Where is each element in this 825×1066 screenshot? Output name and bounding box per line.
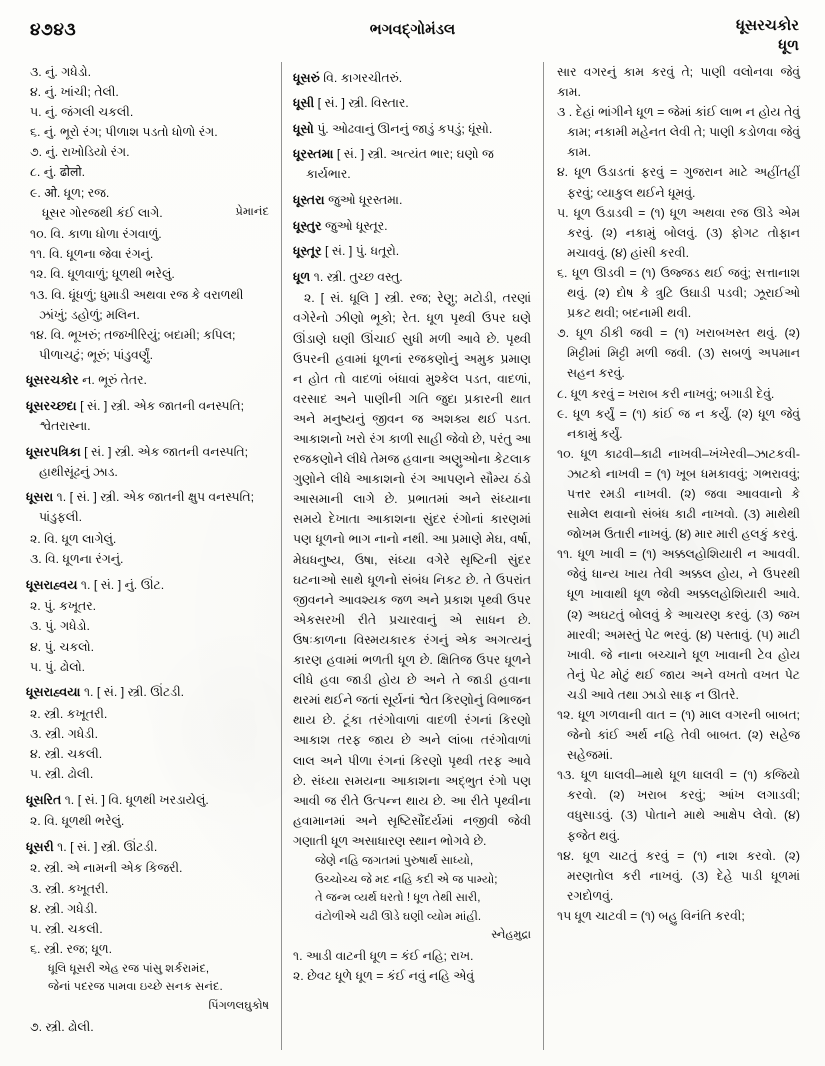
entry-sense: ૧૦. વિ. કાળા ધોળા રંગવાળું. xyxy=(30,227,162,242)
entry-headword: ધૂસરું xyxy=(293,70,320,85)
entry-definition: [ સં. ] સ્ત્રી. એક જાતની વનસ્પતિ; હાથીસૂંઢનું ઝાડ. xyxy=(39,444,249,479)
entry-sense: ૪. સ્ત્રી. ગધેડી. xyxy=(30,901,98,916)
dictionary-entry xyxy=(293,190,531,210)
quotation-block xyxy=(26,203,269,223)
entry-sense: ૫. નું. જંગલી ચકલી. xyxy=(30,105,134,120)
entry-sense: ૧૧. વિ. ધૂળના જેવા રંગનું. xyxy=(30,247,154,262)
dictionary-entry xyxy=(293,68,531,88)
dictionary-entry xyxy=(293,93,531,113)
idiom-entry: ૧૨. ધૂળ ગળવાની વાત = (૧) માલ વગરની બાબત; જેનો કાંઈ અર્થ નહિ તેવી બાબત. (૨) સહેજ સહેજમાં. xyxy=(557,708,800,763)
dictionary-entry xyxy=(293,216,531,236)
entry-sense: ૧૪. વિ. ભૂખરું; તજખીરિયું; બદામી; કપિલ; પીળાચટું; ભૂરું; પાંડુવર્ણું. xyxy=(30,327,236,362)
dictionary-entry xyxy=(26,790,269,810)
verse-line: જેણે નહિ જગતમાં પુરુષાર્થ સાધ્યો, xyxy=(315,853,474,867)
entry-headword: ધૂળ xyxy=(293,269,311,284)
entry-sense: ૪. સ્ત્રી. ચકલી. xyxy=(30,747,103,761)
dictionary-entry xyxy=(26,575,269,595)
entry-headword: ધૂસી xyxy=(293,96,315,111)
dictionary-entry xyxy=(26,487,269,527)
idiom-entry: ૧૩. ધૂળ ધાલવી–માથે ધૂળ ધાલવી = (૧) કજિયો કરવો. (૨) ખરાબ કરવું; આંખ લગાડવી; વધુસાડવું. (૩) પોતાને માથે આક્ષેપ લેવો. (૪) ફજેત થવું. xyxy=(557,768,800,843)
entry-definition: ૧. [ સં. ] સ્ત્રી. ઊંટડી. xyxy=(80,685,185,700)
entry-sense: ૬. નું. ભૂરો રંગ; પીળાશ પડતો ધોળો રંગ. xyxy=(30,125,218,140)
quotation-citation: પ્રેમાનંદ xyxy=(235,204,269,218)
column-3 xyxy=(557,62,800,926)
book-title: ભગવદ્ગોમંડલ xyxy=(369,21,456,38)
idiom-entry: ૧૫ ધૂળ ચાટવી = (૧) બહુ વિનંતિ કરવી; xyxy=(557,908,745,923)
entry-sense: ૩. વિ. ધૂળના રંગનું. xyxy=(30,552,124,567)
dictionary-entry xyxy=(293,241,531,261)
dictionary-entry xyxy=(26,396,269,436)
entry-sense: ૩. સ્ત્રી. ગધેડી. xyxy=(30,726,99,741)
verse-line: તે જન્મ વ્યર્થ ધરતો ! ધૂળ તેથી સારી, xyxy=(315,891,481,905)
entry-headword: ધૂસ્તરા xyxy=(293,192,325,207)
dictionary-entry xyxy=(293,144,531,184)
entry-sense: ૮. નું. ढोलो. xyxy=(30,165,86,180)
entry-headword: ધૂસરપત્રિકા xyxy=(26,444,81,459)
entry-sense: ૩. સ્ત્રી. કખૂતરી. xyxy=(30,881,109,896)
entry-definition: જુઓ ધૂસ્તૂર. xyxy=(321,218,388,233)
dictionary-entry xyxy=(26,442,269,482)
continued-definition: સાર વગરનું કામ કરવું તે; પાણી વલોનવા જેવું કામ. xyxy=(557,65,800,100)
entry-definition: ૧. [ સં. ] સ્ત્રી. ઊંટડી. xyxy=(53,839,158,854)
column-1 xyxy=(26,62,269,1037)
entry-headword: ધૂસ્તુર xyxy=(293,218,322,233)
entry-headword: ધૂસરાહ્વયા xyxy=(26,685,81,700)
idiom-entry: ૧. આડી વાટની ધૂળ = કંઈ નહિ; રાખ. xyxy=(293,949,474,964)
idiom-entry: ૧૪. ધૂળ ચાટતું કરવું = (૧) નાશ કરવો. (૨) મરણતોલ કરી નાખવું. (૩) દેહે પાડી ધૂળમાં રગદોળવું. xyxy=(557,848,800,903)
dictionary-entry xyxy=(26,837,269,857)
dictionary-entry xyxy=(293,267,531,287)
quotation-text: ધૂસર ગોરજથી કંઈ લાગે. xyxy=(42,205,163,220)
entry-sense: ૬. સ્ત્રી. રજ; ધૂળ. xyxy=(30,941,113,956)
entry-definition: ન. ભૂરું તેતર. xyxy=(78,373,147,388)
idiom-entry: ૭. ધૂળ ઠીકી જવી = (૧) ખરાબખસ્ત થવું. (૨) મિટ્ટીમાં મિટ્ટી મળી જવી. (૩) સબળું અપમાન સહન કરવું. xyxy=(557,326,800,381)
entry-headword: ધૂસરચ્છદા xyxy=(26,399,77,413)
entry-headword: ધૂસો xyxy=(293,121,314,136)
running-headword-line1: ધૂસરચકોર xyxy=(735,17,799,34)
idiom-entry: ૧૧. ધૂળ ખાવી = (૧) અક્કલહોશિયારી ન આવવી. જેવું ધાન્ય ખાય તેવી અક્કલ હોય, ને ઉપરથી ધૂળ ખાવાથી ધૂળ જેવી અક્કલહોશિયારી આવે. (૨) અઘટતું બોલવું કે આચરણ કરવું. (૩) જખ મારવી; અમસ્તું પેટ ભરવું. (૪) પસ્તાવું. (૫) માટી ખાવી. જે નાના બચ્ચાને ધૂળ ખાવાની ટેવ હોય તેનું પેટ મોટું થઈ જાય અને વખતો વખત પેટ ચડી આવે તથા ઝાડો સાફ ન ઊતરે. xyxy=(557,547,800,702)
idiom-entry: ૩ . દેહાં ભાંગીને ધૂળ = જેમાં કાંઈ લાભ ન હોય તેવું કામ; નકામી મહેનત લેવી તે; પાણી કડોળવા જેવું કામ. xyxy=(557,105,800,160)
entry-sense: ૫. સ્ત્રી. ઢોલી. xyxy=(30,767,94,782)
entry-definition: [ સં. ] પું. ધતૂરો. xyxy=(321,244,400,259)
entry-definition: ૧. [ સં. ] નું. ઊંટ. xyxy=(77,577,165,592)
entry-sense: ૨. સ્ત્રી. કખૂતરી. xyxy=(30,706,108,721)
entry-sense: ૫. પું. ઢોલો. xyxy=(30,659,86,674)
entry-definition: ૧. [ સં. ] વિ. ધૂળથી ખરડાયેલું. xyxy=(61,792,209,807)
verse-citation: પિંગળલઘુકોષ xyxy=(208,1000,269,1013)
idiom-entry: ૨. છેવટ ધૂળે ધૂળ = કંઈ નવું નહિ એવું xyxy=(293,969,475,984)
column-divider-1 xyxy=(281,62,282,1050)
entry-sense: ૩. પું. ગધેડો. xyxy=(30,619,90,634)
entry-definition: ૧. [ સં. ] સ્ત્રી. એક જાતની ક્ષુપ વનસ્પતિ; પાંડુફલી. xyxy=(39,490,255,525)
verse-line: ઉચ્ચોચ્ચ જે મદ નહિ કદી એ જ પામ્યો; xyxy=(315,872,498,886)
entry-definition: [ સં. ] સ્ત્રી. અત્યંત ભાર; ઘણો જ કાર્યભાર. xyxy=(306,147,494,182)
verse-citation: સ્નેહમુદ્રા xyxy=(491,929,531,942)
column-divider-2 xyxy=(543,62,544,1050)
entry-sense: ૭. નું. રાખોડિયો રંગ. xyxy=(30,145,130,160)
entry-definition: પું. ઓઢવાનું ઊનનું જાડું કપડું; ધૂંસો. xyxy=(313,121,493,136)
dictionary-entry xyxy=(26,370,269,390)
entry-sense: ૭. સ્ત્રી. ઢોલી. xyxy=(30,1020,94,1034)
verse-line: જેનાં પદરજ પામવા ઇચ્છે સનક સનંદ. xyxy=(48,980,223,994)
entry-sense: ૫. સ્ત્રી. ચકલી. xyxy=(30,921,103,936)
column-2 xyxy=(293,62,531,986)
entry-sense: ૪. નું. ખાંચી; તેલી. xyxy=(30,85,119,100)
entry-definition: [ સં. ] સ્ત્રી. વિસ્તાર. xyxy=(314,96,409,111)
entry-definition: જુઓ ધૂરસ્તમા. xyxy=(324,192,403,207)
idiom-entry: ૯. ધૂળ કર્યું = (૧) કાંઈ જ ન કર્યું. (૨) ધૂળ જેવું નકામું કર્યું. xyxy=(557,406,800,441)
entry-sense: ૩. નું. ગધેડો. xyxy=(30,65,92,79)
entry-headword: ધૂસરી xyxy=(26,839,54,854)
verse-line: વંટોળીએ ચઢી ઊડે ઘણી વ્યોમ માંહી. xyxy=(315,909,482,923)
entry-headword: ધૂસરચકોર xyxy=(26,373,79,388)
entry-sense: ૨. વિ. ધૂળથી ભરેલું. xyxy=(30,814,125,829)
idiom-entry: ૫. ધૂળ ઉડાડવી = (૧) ધૂળ અથવા રજ ઊડે એમ કરવું. (૨) નકામું બોલવું. (૩) ફોગટ તોફાન મચાવવું. (૪) હાંસી કરવી. xyxy=(557,205,800,260)
entry-sense: ૨. સ્ત્રી. એ નામની એક કિજરી. xyxy=(30,861,183,876)
entry-definition: વિ. કાગરચીતરું. xyxy=(319,70,403,85)
idiom-entry: ૧૦. ધૂળ કાઢવી–કાઢી નાખવી–ખંખેરવી–ઝાટકવી-ઝાટકો નાખવી = (૧) ખૂબ ધમકાવવું; ગભરાવવું; પત્તર રમડી નાખવી. (૨) જવા આવવાનો કે સામેલ થવાનો સંબંધ કાઢી નાખવો. (૩) માથેથી જોખમ ઉતારી નાખવું. (૪) માર મારી હલકું કરવું. xyxy=(557,446,800,542)
entry-sense: ૯. ओ. ધૂળ; રજ. xyxy=(30,185,110,200)
page-header xyxy=(0,16,825,64)
entry-definition: ૧. સ્ત્રી. તુચ્છ વસ્તુ. xyxy=(310,269,403,284)
running-headword-line2: ધૂળ xyxy=(778,36,799,54)
verse-line: ધૂલિ ધૂસરી એહ રજ પાંસુ શર્કરામંદ, xyxy=(48,961,210,975)
entry-sense: ૧૩. વિ. ધૂંધળું; ધુમાડી અથવા રજ કે વરાળથી ઝાંખું; ડહોળું; મલિન. xyxy=(30,287,244,322)
entry-headword: ધૂસરિત xyxy=(26,792,62,807)
entry-headword: ધૂસરાહ્વય xyxy=(26,577,78,592)
entry-sense: ૪. પું. ચકલો. xyxy=(30,639,95,654)
idiom-entry: ૬. ધૂળ ઊડવી = (૧) ઉજ્જડ થઈ જવું; સત્તાનાશ થવું. (૨) દોષ કે ત્રુટિ ઉઘાડી પડવી; ઝૂરાઈઓ પ્રકટ થવી; બદનામી થવી. xyxy=(557,265,800,321)
verse-quotation xyxy=(293,852,531,945)
verse-quotation xyxy=(26,960,269,1016)
entry-headword: ધૂસરા xyxy=(26,490,54,505)
entry-sense: ૨. પું. કખૂતર. xyxy=(30,599,97,614)
entry-sense: ૨. વિ. ધૂળ લાગેલું. xyxy=(30,532,117,547)
dictionary-entry xyxy=(293,119,531,139)
entry-prose-definition: ૨. [ સં. ધૂલિ ] સ્ત્રી. રજ; રેણુ; મટોડી, તરણાં વગેરેનો ઝીણો ભૂકો; રેત. ધૂળ પૃથ્વી ઉપર ઘણે ઊંડાણે ઘણી ઊંચાઈ સુધી મળી આવે છે. પૃથ્વી ઉપરની હવામાં ધૂળનાં રજકણોનું અમુક પ્રમાણ ન હોત તો વાદળાં બંધાવાં મુશ્કેલ પડત, વાદળાં, વરસાદ અને પાણીની ગતિ જુદા પ્રકારની થાત અને મનુષ્યનું જીવન જ અશક્ય થઈ પડત. આકાશનો ખરો રંગ કાળી સાહી જેવો છે, પરંતુ આ રજકણોને લીધે તેમજ હવાના અણુઓના કેટલાક ગુણોને લીધે આકાશનો રંગ આપણને સૌમ્ય ઠંડો આસમાની લાગે છે. પ્રભાતમાં અને સંધ્યાના સમયે દેખાતા આકાશના સુંદર રંગોનાં કારણમાં પણ ધૂળનો ભાગ નાનો નથી. આ પ્રમાણે મેઘ, વર્ષા, મેઘધનુષ્ય, ઉષા, સંધ્યા વગેરે સૃષ્ટિની સુંદર ઘટનાઓ સાથે ધૂળનો સંબંધ નિકટ છે. તે ઉપરાંત જીવનને આવશ્યક જળ અને પ્રકાશ પૃથ્વી ઉપર એકસરખી રીતે પ્રચારવાનું એ સાધન છે. ઉષઃકાળના વિસ્મયકારક રંગનું એક અગત્યનું કારણ હવામાં ભળતી ધૂળ છે. ક્ષિતિજ ઉપર ધૂળને લીધે હવા જાડી હોય છે અને તે જાડી હવાના થરમાં થઈને જતાં સૂર્યનાં શ્વેત કિરણોનું વિભાજન થાય છે. ટૂંકા તરંગોવાળાં વાદળી રંગનાં કિરણો આકાશ તરફ જાય છે અને લાંબા તરંગોવાળાં લાલ અને પીળા રંગનાં કિરણો પૃથ્વી તરફ આવે છે. સંધ્યા સમયના આકાશના અદ્ભુત રંગો પણ આવી જ રીતે ઉત્પન્ન થાય છે. આ રીતે પૃથ્વીના હવામાનમાં અને સૃષ્ટિસૌંદર્યમાં નજીવી જેવી ગણાતી ધૂળ અસાધારણ સ્થાન ભોગવે છે. xyxy=(293,291,531,848)
idiom-entry: ૪. ધૂળ ઉડાડતાં ફરવું = ગુજરાન માટે અહીંતહીં ફરવું; વ્યાકુલ થઈને ધૂમવું. xyxy=(557,165,800,200)
entry-definition: [ સં. ] સ્ત્રી. એક જાતની વનસ્પતિ; શ્વેતરાસ્ના. xyxy=(39,399,245,434)
entry-headword: ધૂરસ્તમા xyxy=(293,147,334,162)
dictionary-entry xyxy=(26,682,269,702)
idiom-entry: ૮. ધૂળ કરવું = ખરાબ કરી નાખવું; બગાડી દેવું. xyxy=(557,386,775,401)
running-headword xyxy=(736,16,799,56)
entry-headword: ધૂસ્તૂર xyxy=(293,244,322,259)
columns-container xyxy=(0,62,825,1062)
entry-sense: ૧૨. વિ. ધૂળવાળું; ધૂળથી ભરેલું. xyxy=(30,267,175,282)
page-number: ૪૭૪૩ xyxy=(30,20,77,39)
